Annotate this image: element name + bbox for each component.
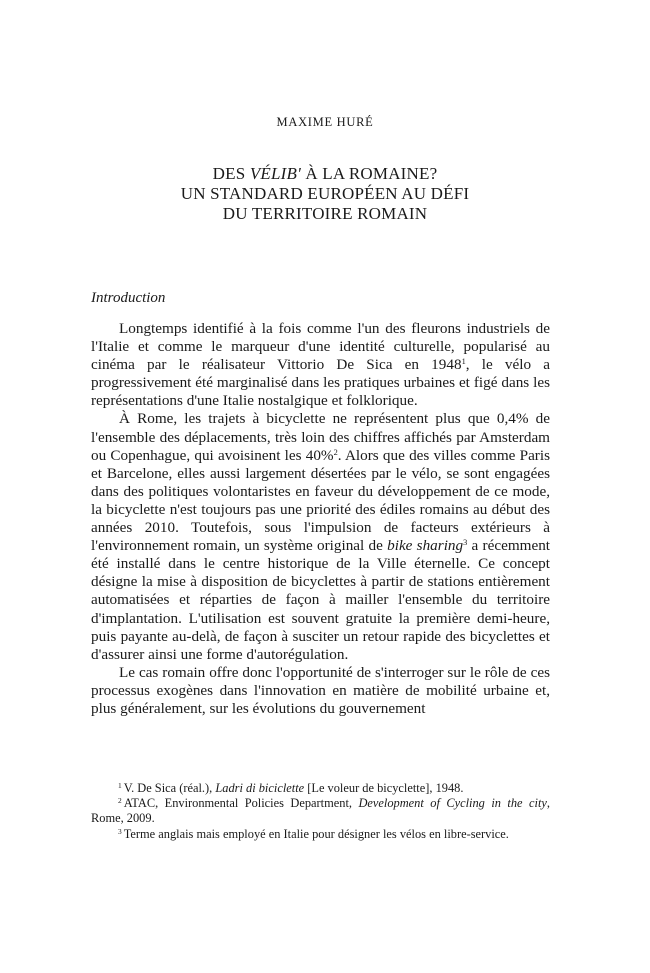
paragraph-1 (91, 320, 550, 410)
footnote-2-italic: Development of Cycling in the city (358, 796, 547, 811)
article-title (0, 164, 650, 224)
footnote-2-number: 2 (118, 796, 122, 806)
paragraph-2-italic: bike sharing (387, 537, 464, 555)
title-line-2: UN STANDARD EUROPÉEN AU DÉFI (180, 184, 470, 203)
footnote-1 (91, 781, 550, 796)
title-line-1 (0, 164, 650, 184)
footnote-1-italic: Ladri di biciclette (215, 781, 305, 795)
paragraph-2-text-c: a récemment été installé dans le centre historique de la Ville éternelle. Ce concept désigne la mise à disposition de bicyclettes à partir de stations entièrement automatisées et réparties de façon à mailler l'ensemble du territoire d'implantation. L'utilisation est souvent gratuite la première demi-heure, puis payante au-delà, de façon à susciter un retour rapide des bicyclettes et d'assurer ainsi une forme d'autorégulation. (91, 537, 551, 663)
footnote-ref-3: 3 (463, 538, 468, 548)
footnote-3-text-a: Terme anglais mais employé en Italie pour désigner les vélos en libre-service. (123, 826, 509, 841)
title-line-1-start: DES (212, 164, 250, 183)
footnote-3-number: 3 (118, 826, 122, 836)
title-line-1-italic: VÉLIB' (249, 164, 301, 183)
author-name: MAXIME HURÉ (276, 115, 374, 129)
title-line-3: DU TERRITOIRE ROMAIN (222, 204, 428, 223)
paragraph-1-text-b: , le vélo a progressivement été marginalisé dans les pratiques urbaines et figé dans les représentations d'une Italie nostalgique et folklorique. (91, 356, 550, 410)
paragraph-3: Le cas romain offre donc l'opportunité de s'interroger sur le rôle de ces processus exogènes dans l'innovation en matière de mobilité urbaine et, plus généralement, sur les évolutions du gouvernement (91, 663, 550, 717)
paragraph-2-text-b: . Alors que des villes comme Paris et Barcelone, elles aussi largement désertées par le vélo, se sont engagées dans des politiques volontaristes en faveur du développement de ce mode, la bicyclette n'est toujours pas une priorité des édiles romains au début des années 2010. Toutefois, sous l'impulsion de facteurs extérieurs à l'environnement romain, un système original de (91, 446, 550, 555)
footnote-2 (91, 796, 550, 826)
body-text (91, 320, 550, 718)
footnote-2-text-b: , Rome, 2009. (91, 796, 550, 826)
footnote-2-text-a: ATAC, Environmental Policies Department, (123, 796, 359, 811)
footnote-ref-1: 1 (461, 357, 466, 367)
paragraph-2 (91, 410, 550, 663)
title-line-1-end: À LA ROMAINE? (300, 164, 438, 183)
paragraph-2-text-a: À Rome, les trajets à bicyclette ne représentent plus que 0,4% de l'ensemble des déplacements, très loin des chiffres affichés par Amsterdam ou Copenhague, qui avoisinent les 40% (91, 410, 550, 464)
footnote-1-text-b: [Le voleur de bicyclette], 1948. (304, 781, 464, 795)
paragraph-1-text-a: Longtemps identifié à la fois comme l'un des fleurons industriels de l'Italie et comme le marqueur d'une identité culturelle, popularisé au cinéma par le réalisateur Vittorio De Sica en 1948 (91, 320, 550, 374)
footnote-1-text-a: V. De Sica (réal.), (123, 781, 216, 795)
footnote-ref-2: 2 (333, 447, 338, 457)
footnotes (91, 781, 550, 842)
footnote-3 (91, 827, 550, 842)
footnote-1-number: 1 (118, 780, 122, 790)
section-heading: Introduction (91, 290, 166, 306)
